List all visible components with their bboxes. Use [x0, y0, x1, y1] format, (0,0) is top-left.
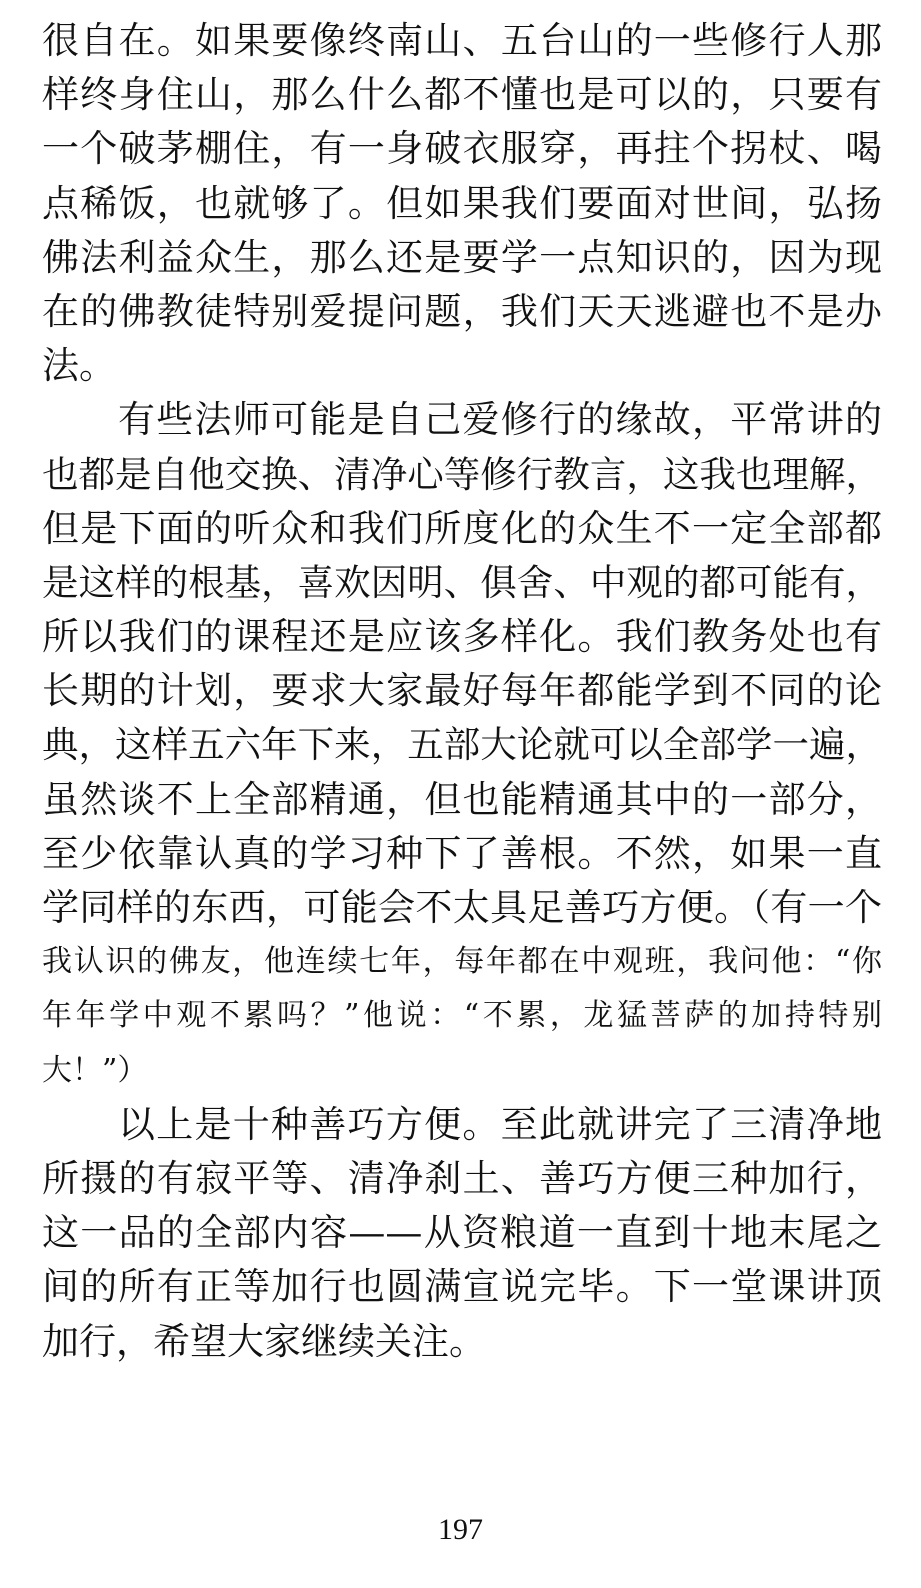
text-line: 长期的计划，要求大家最好每年都能学到不同的论 [42, 669, 882, 713]
text-line: 所摄的有寂平等、清净刹土、善巧方便三种加行， [42, 1156, 882, 1200]
text-line: 是这样的根基，喜欢因明、俱舍、中观的都可能有， [42, 560, 882, 604]
text-line: 很自在。如果要像终南山、五台山的一些修行人那 [42, 19, 882, 62]
page-number: 197 [438, 1513, 483, 1546]
text-line: 一个破茅棚住，有一身破衣服穿，再拄个拐杖、喝 [42, 127, 882, 171]
text-line: 加行，希望大家继续关注。 [42, 1319, 486, 1363]
body-text [42, 14, 882, 1369]
text-line: 在的佛教徒特别爱提问题，我们天天逃避也不是办 [42, 289, 882, 333]
note-line: 大！”） [42, 1052, 148, 1088]
text-line: 样终身住山，那么什么都不懂也是可以的，只要有 [42, 73, 882, 117]
text-line: 以上是十种善巧方便。至此就讲完了三清净地 [118, 1102, 882, 1146]
text-line: 有些法师可能是自己爱修行的缘故，平常讲的 [118, 398, 882, 442]
text-line: 间的所有正等加行也圆满宣说完毕。下一堂课讲顶 [42, 1265, 882, 1309]
text-line: 但是下面的听众和我们所度化的众生不一定全部都 [42, 506, 882, 550]
note-line: 我认识的佛友，他连续七年，每年都在中观班，我问他：“你 [42, 944, 882, 980]
text-line: 虽然谈不上全部精通，但也能精通其中的一部分， [42, 777, 882, 821]
text-line: 学同样的东西，可能会不太具足善巧方便。（有一个 [42, 886, 882, 929]
text-line: 法。 [42, 344, 116, 388]
text-line: 典，这样五六年下来，五部大论就可以全部学一遍， [42, 723, 882, 767]
text-line: 也都是自他交换、清净心等修行教言，这我也理解， [42, 452, 882, 496]
text-line: 至少依靠认真的学习种下了善根。不然，如果一直 [42, 831, 882, 875]
text-line: 这一品的全部内容——从资粮道一直到十地末尾之 [42, 1211, 882, 1255]
text-line: 所以我们的课程还是应该多样化。我们教务处也有 [42, 615, 882, 659]
note-line: 年年学中观不累吗？”他说：“不累，龙猛菩萨的加持特别 [42, 998, 882, 1034]
text-line: 点稀饭，也就够了。但如果我们要面对世间，弘扬 [42, 181, 882, 225]
text-line: 佛法利益众生，那么还是要学一点知识的，因为现 [42, 235, 882, 279]
